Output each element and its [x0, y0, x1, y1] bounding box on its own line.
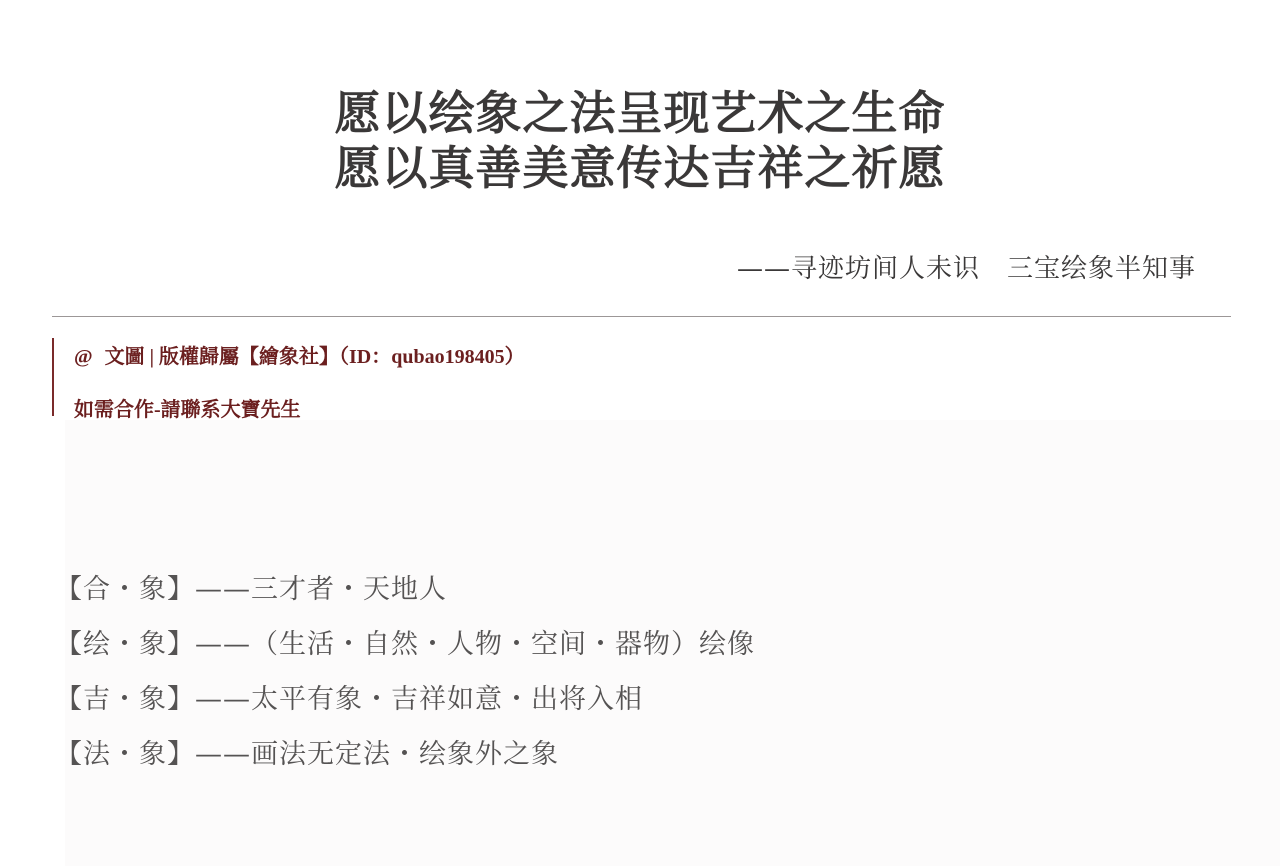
headline-line-2: 愿以真善美意传达吉祥之祈愿: [334, 141, 946, 195]
horizontal-divider: [52, 316, 1231, 317]
copyright-line: [74, 340, 525, 369]
list-item: 【吉・象】——太平有象・吉祥如意・出将入相: [55, 684, 643, 715]
credit-accent-bar: [52, 338, 54, 416]
at-symbol: @: [74, 346, 93, 368]
copyright-text: 文圖 | 版權歸屬【繪象社】（ID：qubao198405）: [104, 346, 525, 368]
headline-line-1: 愿以绘象之法呈现艺术之生命: [334, 86, 946, 140]
list-item: 【绘・象】——（生活・自然・人物・空间・器物）绘像: [55, 629, 755, 660]
contact-line: 如需合作-請聯系大寶先生: [74, 399, 301, 421]
list-item: 【法・象】——画法无定法・绘象外之象: [55, 739, 559, 770]
list-item: 【合・象】——三才者・天地人: [55, 574, 447, 605]
signature-line: ——寻迹坊间人未识 三宝绘象半知事: [736, 254, 1196, 284]
